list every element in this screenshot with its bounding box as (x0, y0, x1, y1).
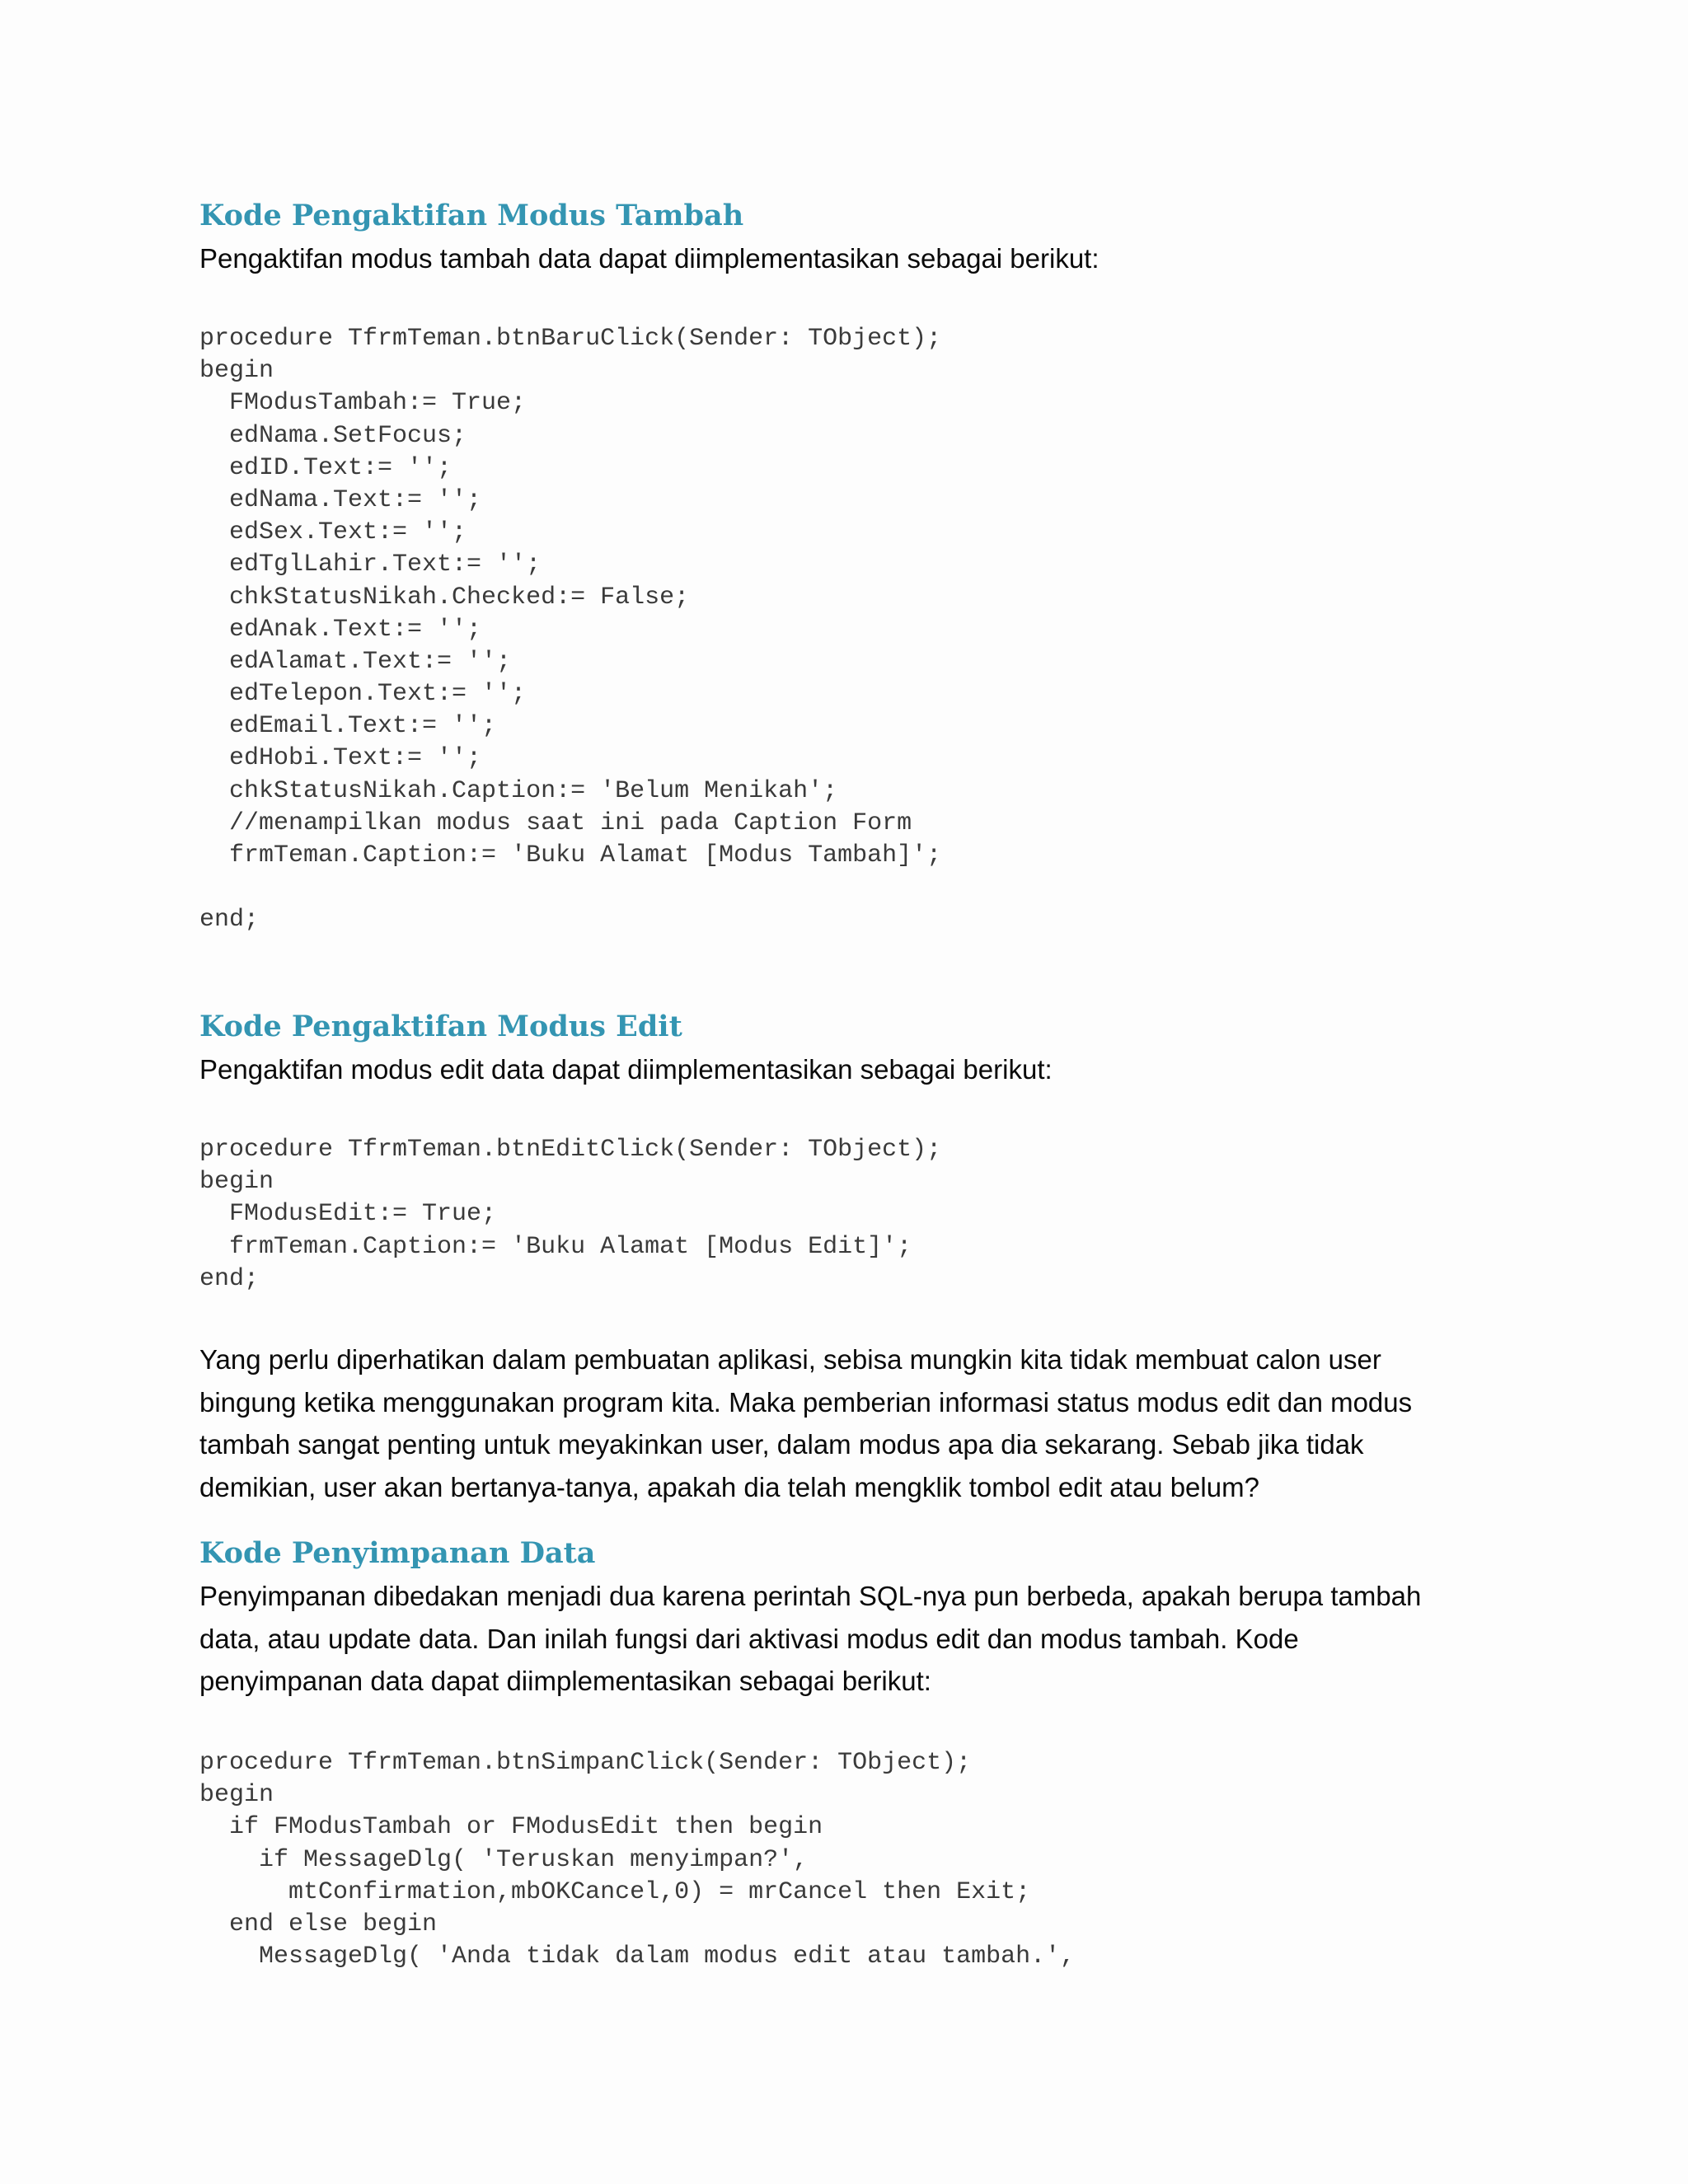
code-line: MessageDlg( 'Anda tidak dalam modus edit atau tambah.', (199, 1943, 1076, 1971)
code-comment-line: //menampilkan modus saat ini pada Caption Form (199, 808, 912, 837)
paragraph-line: penyimpanan data dapat diimplementasikan sebagai berikut: (199, 1666, 931, 1696)
code-line: end; (199, 1264, 260, 1293)
paragraph-line: bingung ketika menggunakan program kita. Maka pemberian informasi status modus edit dan modus (199, 1386, 1413, 1418)
code-line: if FModusTambah or FModusEdit then begin (199, 1813, 823, 1842)
section-heading-modus-tambah: Kode Pengaktifan Modus Tambah (199, 199, 744, 232)
section-heading-modus-edit: Kode Pengaktifan Modus Edit (199, 1010, 682, 1043)
code-line: chkStatusNikah.Caption:= 'Belum Menikah'; (199, 776, 838, 805)
code-line: edAnak.Text:= ''; (199, 615, 482, 644)
code-line: mtConfirmation,mbOKCancel,0) = mrCancel then Exit; (199, 1877, 1031, 1906)
paragraph-line: Pengaktifan modus edit data dapat diimplementasikan sebagai berikut: (199, 1054, 1053, 1085)
note-paragraph (199, 1338, 1469, 1508)
code-line: edHobi.Text:= ''; (199, 744, 482, 773)
paragraph-line: Yang perlu diperhatikan dalam pembuatan aplikasi, sebisa mungkin kita tidak membuat calon user (199, 1344, 1381, 1375)
paragraph-line: Penyimpanan dibedakan menjadi dua karena perintah SQL-nya pun berbeda, apakah berupa tambah (199, 1581, 1422, 1611)
code-block-btnBaruClick (199, 323, 941, 937)
code-line: begin (199, 1168, 274, 1197)
code-block-btnEditClick (199, 1134, 941, 1296)
section-intro-modus-edit (199, 1048, 1469, 1091)
section-intro-penyimpanan-data (199, 1575, 1469, 1703)
code-line: edNama.Text:= ''; (199, 485, 482, 514)
code-line: edSex.Text:= ''; (199, 518, 467, 547)
code-line: FModusEdit:= True; (199, 1200, 497, 1229)
code-line: edID.Text:= ''; (199, 453, 452, 482)
code-line: if MessageDlg( 'Teruskan menyimpan?', (199, 1845, 809, 1874)
document-page (199, 0, 1485, 2184)
code-line: procedure TfrmTeman.btnEditClick(Sender: TObject); (199, 1136, 942, 1164)
code-blank-line (199, 872, 941, 904)
paragraph-line: demikian, user akan bertanya-tanya, apakah dia telah mengklik tombol edit atau belum? (199, 1471, 1259, 1502)
section-intro-modus-tambah (199, 237, 1469, 280)
code-line: edEmail.Text:= ''; (199, 712, 497, 741)
paragraph-line: Pengaktifan modus tambah data dapat diimplementasikan sebagai berikut: (199, 243, 1100, 274)
code-line: FModusTambah:= True; (199, 389, 527, 418)
code-line: begin (199, 1781, 274, 1810)
code-line: procedure TfrmTeman.btnSimpanClick(Sender: TObject); (199, 1749, 972, 1777)
code-line: frmTeman.Caption:= 'Buku Alamat [Modus Tambah]'; (199, 841, 942, 869)
code-line: frmTeman.Caption:= 'Buku Alamat [Modus Edit]'; (199, 1232, 912, 1261)
code-block-btnSimpanClick (199, 1747, 1075, 1973)
code-line: edTglLahir.Text:= ''; (199, 551, 542, 579)
code-line: chkStatusNikah.Checked:= False; (199, 583, 690, 612)
code-line: end; (199, 906, 260, 935)
code-line: edNama.SetFocus; (199, 421, 467, 450)
paragraph-line: tambah sangat penting untuk meyakinkan user, dalam modus apa dia sekarang. Sebab jika tidak (199, 1429, 1364, 1460)
code-line: begin (199, 357, 274, 386)
code-line: edTelepon.Text:= ''; (199, 680, 527, 709)
section-heading-penyimpanan-data: Kode Penyimpanan Data (199, 1536, 596, 1570)
code-line: edAlamat.Text:= ''; (199, 647, 512, 676)
code-line: end else begin (199, 1910, 438, 1938)
paragraph-line: data, atau update data. Dan inilah fungsi dari aktivasi modus edit dan modus tambah. Kode (199, 1623, 1299, 1654)
code-line: procedure TfrmTeman.btnBaruClick(Sender: TObject); (199, 325, 942, 353)
